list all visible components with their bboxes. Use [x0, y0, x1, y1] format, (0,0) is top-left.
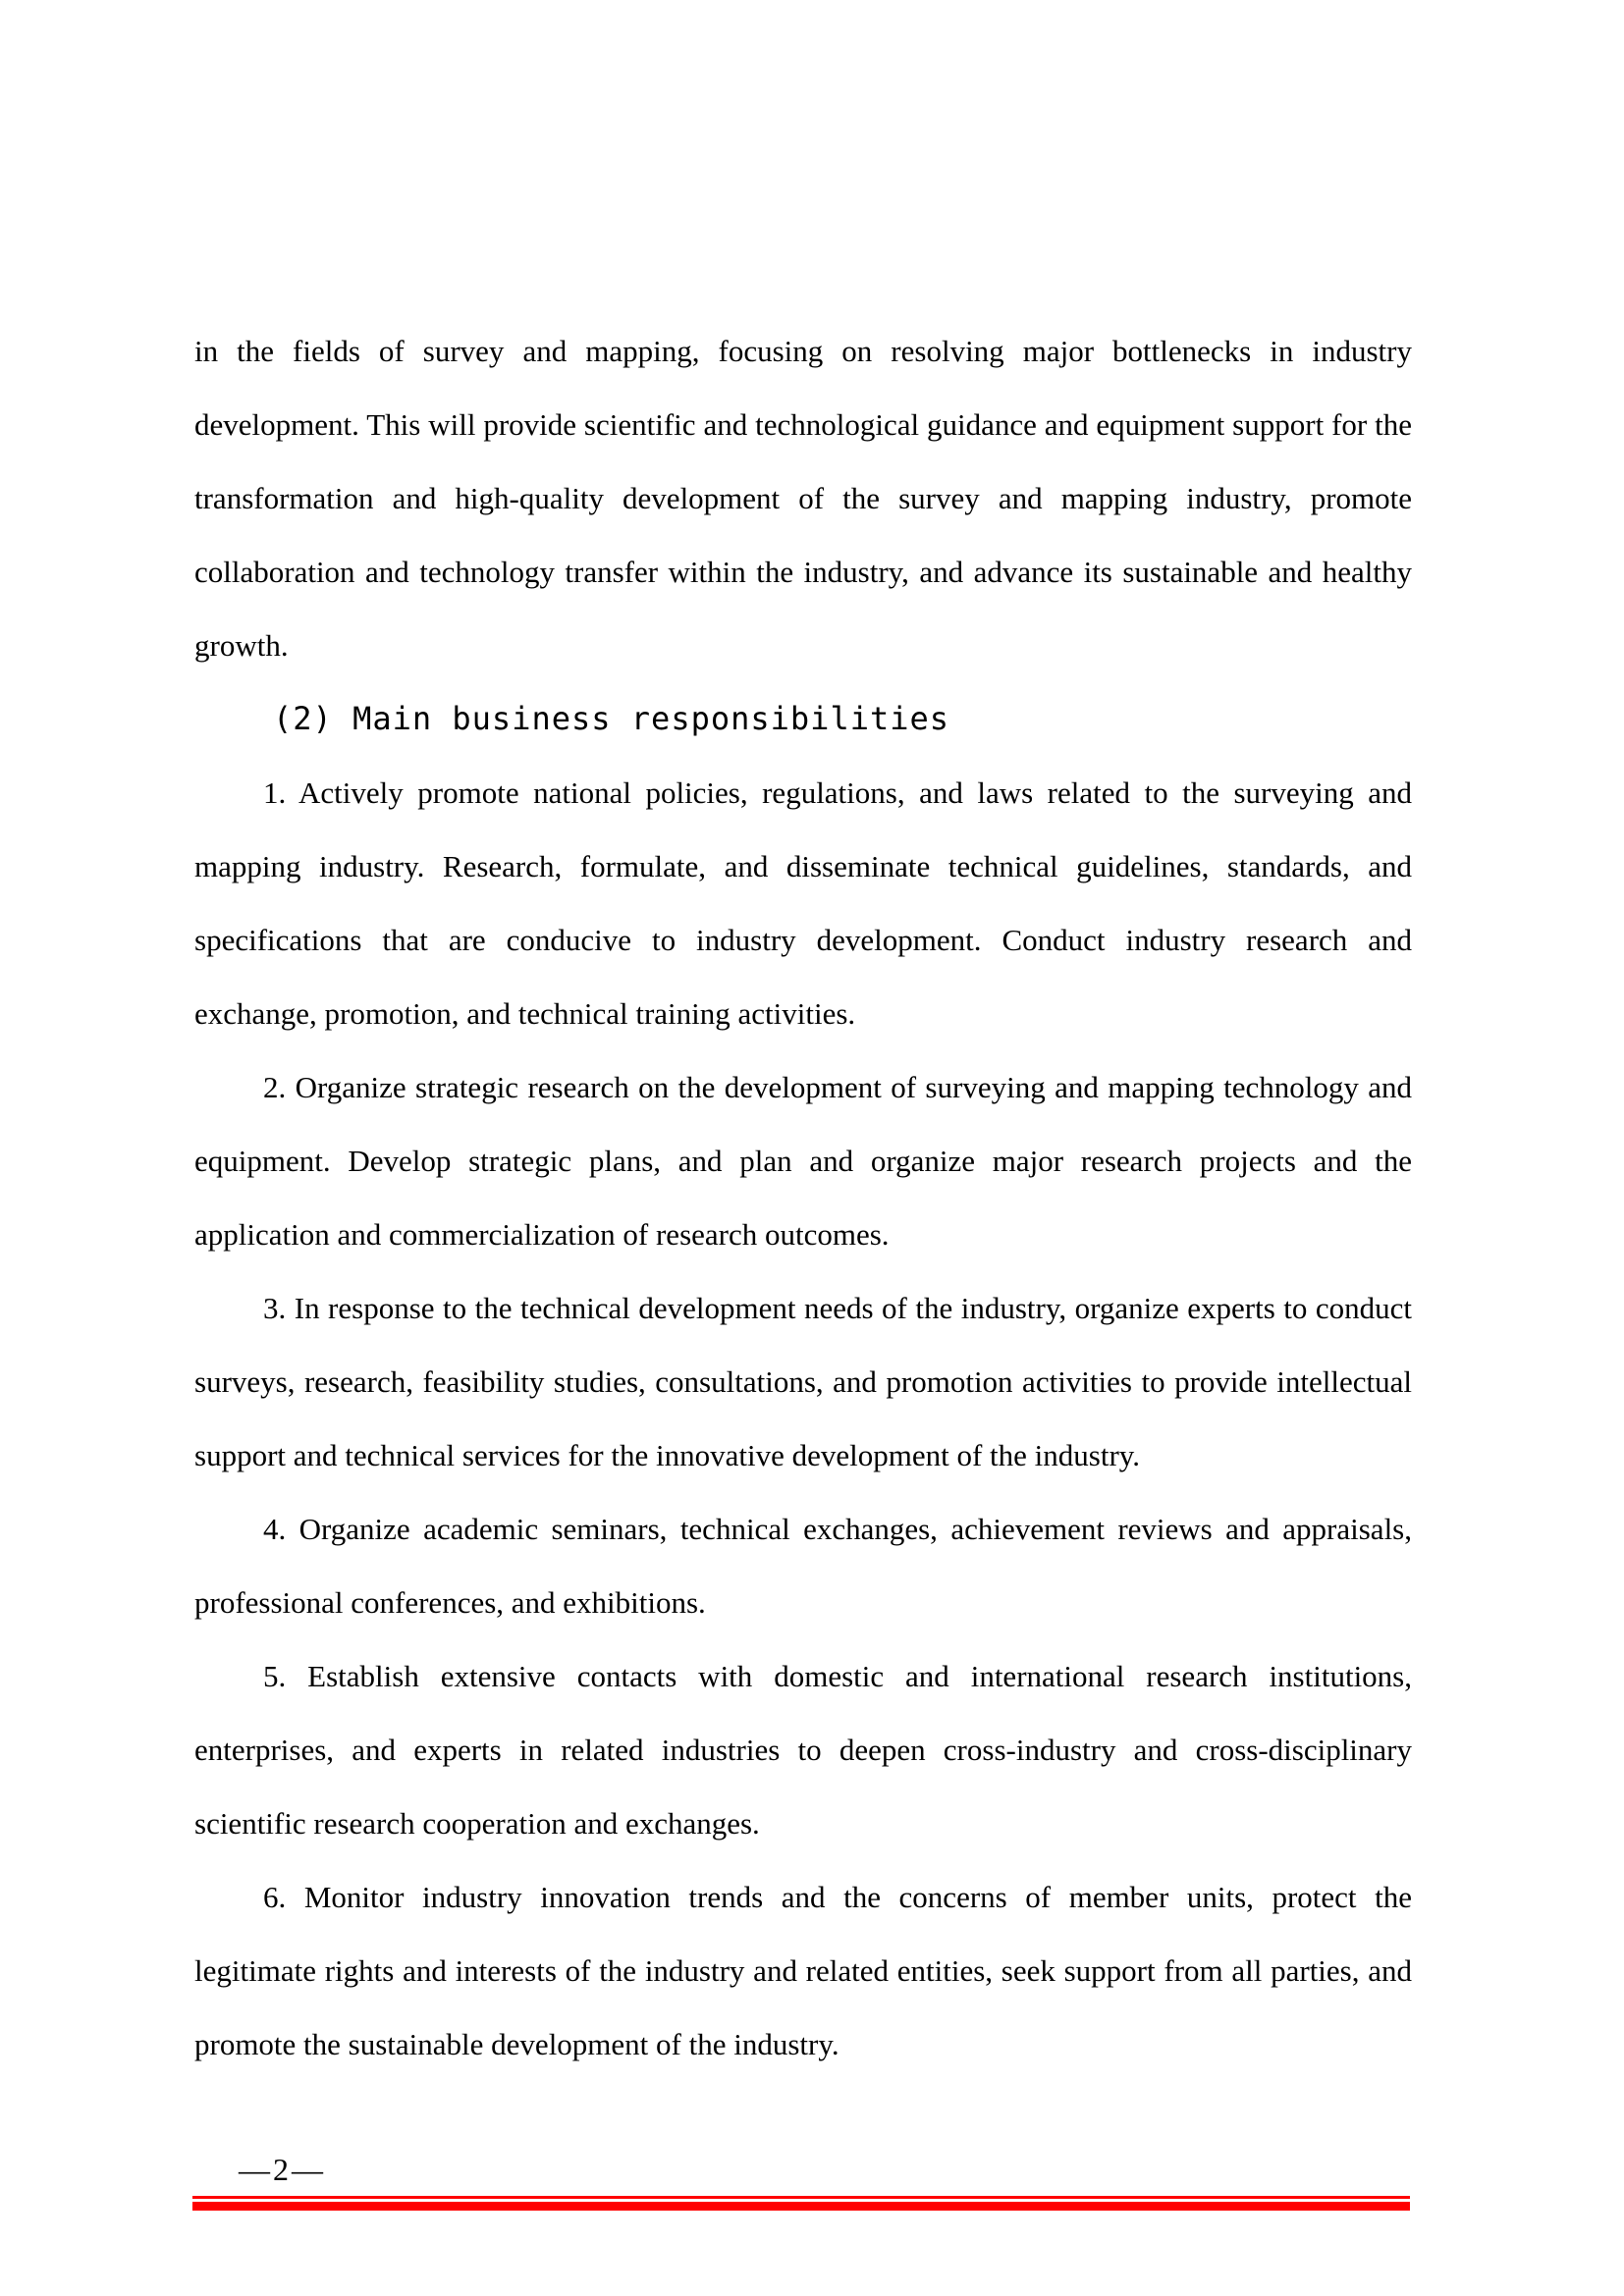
- intro-paragraph: in the fields of survey and mapping, focusing on resolving major bottlenecks in industry development. This will provide scientific and technological guidance and equipment support for the transformation and high-quality development of the survey and mapping industry, promote collaboration and technology transfer within the industry, and advance its sustainable and healthy growth.: [194, 334, 1412, 663]
- body-paragraph-6: 6. Monitor industry innovation trends and the concerns of member units, protect the legitimate rights and interests of the industry and related entities, seek support from all parties, and promote the sustainable development of the industry.: [194, 1880, 1412, 2061]
- section-heading: (2) Main business responsibilities: [273, 700, 950, 737]
- body-paragraph-1: 1. Actively promote national policies, regulations, and laws related to the surveying and mapping industry. Research, formulate, and disseminate technical guidelines, standards, and specifications that are conducive to industry development. Conduct industry research and exchange, promotion, and technical training activities.: [194, 775, 1412, 1031]
- body-paragraph-3: 3. In response to the technical development needs of the industry, organize experts to conduct surveys, research, feasibility studies, consultations, and promotion activities to provide intellectual support and technical services for the innovative development of the industry.: [194, 1291, 1412, 1472]
- body-paragraph-5: 5. Establish extensive contacts with domestic and international research institutions, enterprises, and experts in related industries to deepen cross-industry and cross-disciplinary scientific research cooperation and exchanges.: [194, 1659, 1412, 1841]
- body-paragraph-4: 4. Organize academic seminars, technical exchanges, achievement reviews and appraisals, professional conferences, and exhibitions.: [194, 1512, 1412, 1620]
- page-number: —2—: [239, 2152, 326, 2187]
- document-body: [194, 314, 1412, 2081]
- footer-rule-thick-line: [192, 2202, 1410, 2211]
- body-paragraph-2: 2. Organize strategic research on the development of surveying and mapping technology and equipment. Develop strategic plans, and plan and organize major research projects and the application and commercialization of research outcomes.: [194, 1070, 1412, 1252]
- footer-rule: [192, 2196, 1410, 2211]
